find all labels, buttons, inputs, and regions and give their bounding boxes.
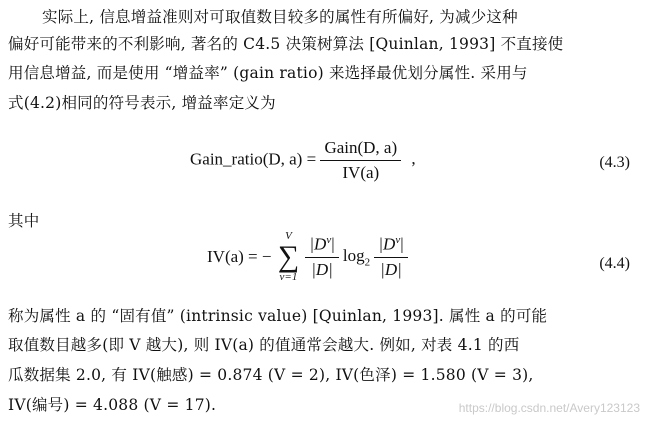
summation-sign — [278, 231, 299, 283]
equation-4-3-body — [190, 138, 416, 183]
equation-4-4 — [0, 225, 650, 305]
watermark: https://blog.csdn.net/Avery123123 — [458, 401, 640, 415]
paragraph2-line1: 称为属性 a 的 “固有值” (intrinsic value) [Quinlan, 1993]. 属性 a 的可能 — [8, 307, 548, 325]
sigma-symbol: ∑ — [277, 240, 300, 273]
sum-lower-limit: v=1 — [279, 271, 298, 283]
eq44-frac2-denominator: |D| — [380, 259, 402, 279]
eq43-lhs: Gain_ratio(D, a) = — [190, 149, 317, 169]
equation-4-4-body — [207, 231, 408, 283]
eq44-lhs: IV(a) = − — [207, 247, 272, 266]
equation-4-3 — [0, 132, 650, 202]
eq43-numerator: Gain(D, a) — [320, 138, 401, 161]
paragraph1-line2: 偏好可能带来的不利影响, 著名的 C4.5 决策树算法 [Quinlan, 1993] 不直接使 — [8, 35, 564, 53]
eq43-denominator: IV(a) — [342, 163, 380, 182]
eq43-number: (4.3) — [599, 154, 630, 171]
paragraph1-line3: 用信息增益, 而是使用 “增益率” (gain ratio) 来选择最优划分属性. 采用与 — [8, 64, 528, 82]
eq44-fraction-2 — [374, 234, 407, 280]
paragraph1-line1: 实际上, 信息增益准则对可取值数目较多的属性有所偏好, 为减少这种 — [42, 8, 518, 26]
paragraph2-line2: 取值数目越多(即 V 越大), 则 IV(a) 的值通常会越大. 例如, 对表 4.1 的西 — [8, 336, 520, 354]
paragraph2-line3: 瓜数据集 2.0, 有 IV(触感) = 0.874 (V = 2), IV(色泽) = 1.580 (V = 3), — [8, 366, 534, 384]
eq44-fraction-1 — [305, 234, 338, 280]
eq44-frac1-numerator: $|D^v|$ — [305, 234, 338, 258]
paragraph2-line4: IV(编号) = 4.088 (V = 17). — [8, 396, 217, 414]
eq44-frac2-numerator: $|D^v|$ — [374, 234, 407, 258]
eq43-fraction — [320, 138, 401, 183]
qizhong-label: 其中 — [8, 212, 40, 230]
eq44-log: $\log_2$ — [342, 245, 371, 269]
eq44-number: (4.4) — [599, 255, 630, 272]
eq44-frac1-denominator: |D| — [311, 259, 333, 279]
sum-upper-limit: V — [285, 230, 292, 242]
paragraph1-line4: 式(4.2)相同的符号表示, 增益率定义为 — [8, 94, 276, 112]
eq43-trail: , — [411, 149, 416, 169]
